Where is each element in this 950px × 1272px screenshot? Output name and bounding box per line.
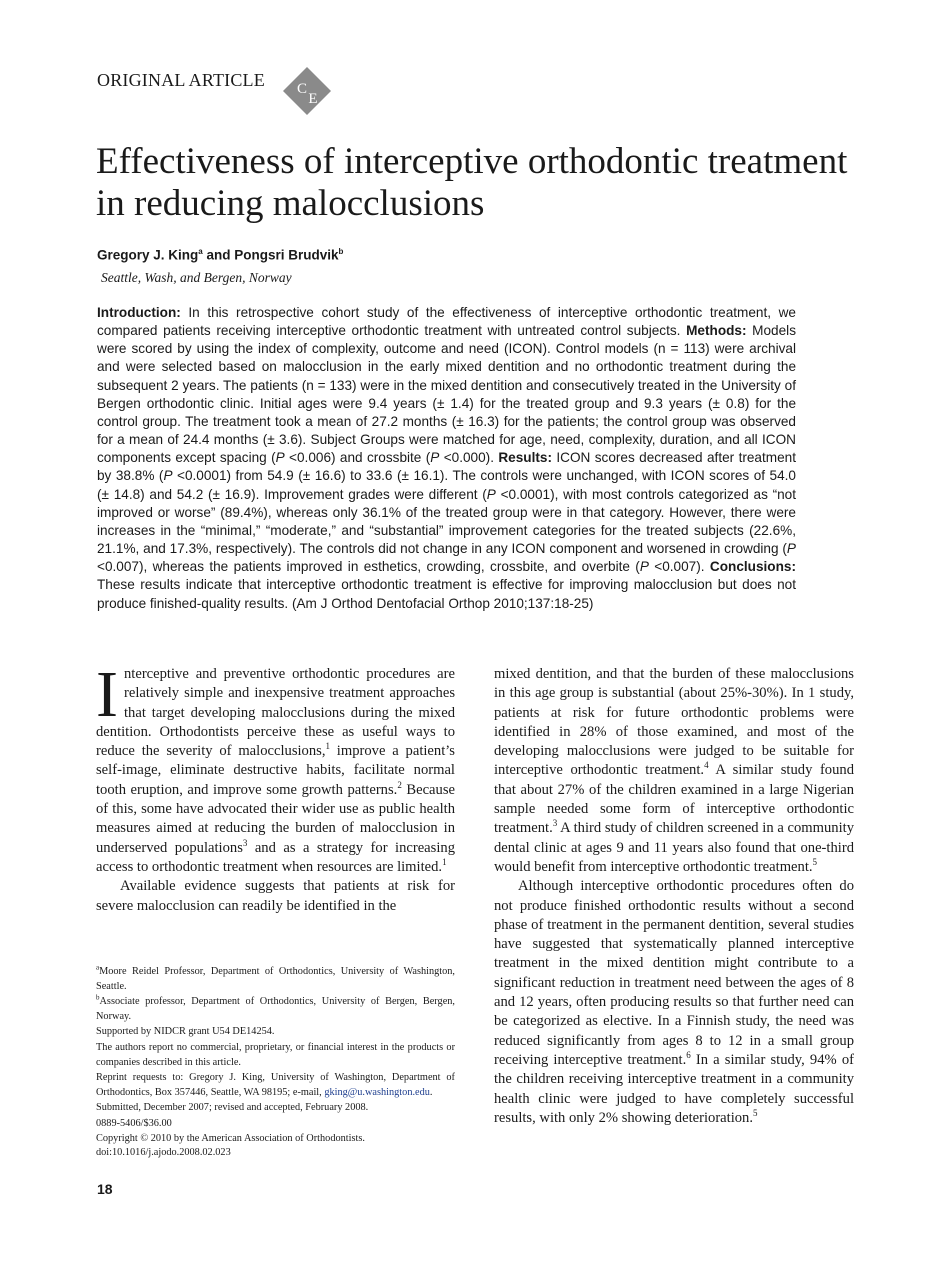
body-paragraph	[96, 658, 455, 877]
footnote-text: Associate professor, Department of Orthodontics, University of Bergen, Bergen, Norway.	[96, 996, 455, 1022]
p-value-symbol: P	[163, 468, 173, 484]
footnote-price: 0889-5406/$36.00	[96, 1117, 172, 1129]
body-text: and as a strategy for increasing access to orthodontic treatment when resources are limited.	[96, 839, 455, 875]
author-2-affil-mark: b	[338, 247, 344, 256]
ce-letter-e: E	[308, 91, 318, 107]
p-value-symbol: P	[786, 541, 796, 557]
footnote-text: Moore Reidel Professor, Department of Orthodontics, University of Washington, Seattle.	[96, 966, 455, 992]
ce-badge-icon	[282, 66, 332, 116]
author-line	[97, 247, 343, 263]
footnote-mark: a	[96, 963, 100, 972]
abstract-methods-text: <0.006) and crossbite (	[284, 450, 431, 466]
body-paragraph	[494, 877, 854, 1128]
email-link[interactable]: gking@u.washington.edu	[324, 1086, 430, 1098]
author-2: Pongsri Brudvik	[234, 247, 339, 263]
footnote-submitted: Submitted, December 2007; revised and accepted, February 2008.	[96, 1102, 369, 1114]
abstract-results-text: <0.007), whereas the patients improved in esthetics, crowding, crossbite, and overbite (	[97, 559, 640, 575]
footnote-text: .	[429, 1086, 433, 1098]
reference-marker: 1	[442, 857, 447, 868]
section-label: ORIGINAL ARTICLE	[97, 70, 265, 90]
reference-marker: 3	[552, 818, 558, 829]
footnote-reprint	[96, 1071, 455, 1100]
reference-marker: 5	[812, 857, 818, 868]
footnotes	[96, 965, 455, 1162]
body-column-left	[96, 658, 455, 916]
footnote-mark: b	[96, 993, 100, 1002]
body-paragraph	[494, 665, 854, 877]
body-paragraph: Available evidence suggests that patients at risk for severe malocclusion can readily be identified in the	[96, 878, 455, 914]
abstract-conclusions-text: These results indicate that interceptive orthodontic treatment is effective for improving malocclusion but does not produce finished-quality results. (Am J Orthod Dentofacial Orthop 2010;137:18-25)	[97, 577, 796, 611]
drop-cap: I	[96, 658, 118, 731]
abstract-results-text: <0.0001), with most controls categorized as “not improved or worse” (89.4%), whereas only 36.1% of the treated group were in that category. However, there were increases in the “minimal,” “moderate,” and “substantial” improvement categories for the treated subjects (22.6%, 21.1%, and 17.3%, respectively). The controls did not change in any ICON component and worsened in crowding (	[97, 486, 797, 557]
author-1: Gregory J. King	[97, 247, 199, 263]
reference-marker: 3	[242, 837, 248, 848]
footnote-affiliation-b	[96, 995, 455, 1024]
abstract-results-label: Results:	[498, 450, 552, 466]
abstract-intro-label: Introduction:	[97, 305, 181, 320]
body-text: improve a patient’s self-image, eliminate destructive habits, facilitate normal tooth eruption, and improve some growth patterns.	[96, 743, 455, 798]
abstract	[97, 304, 796, 613]
body-text: mixed dentition, and that the burden of these malocclusions in this age group is substantial (about 25%-30%). In 1 study, patients at risk for future orthodontic problems were identified in 28% of those examined, and most of the developing malocclusions were judged to be suitable for interceptive orthodontic treatment.	[494, 666, 854, 779]
page-number: 18	[97, 1181, 113, 1197]
footnote-affiliation-a	[96, 965, 455, 994]
footnote-support: Supported by NIDCR grant U54 DE14254.	[96, 1026, 275, 1038]
article-title: Effectiveness of interceptive orthodontic treatment in reducing malocclusions	[96, 141, 848, 224]
abstract-results-text: <0.007).	[648, 559, 710, 575]
p-value-symbol: P	[639, 559, 649, 575]
abstract-results-text: <0.0001) from 54.9 (± 16.6) to 33.6 (± 16.1). The controls were unchanged, with ICON scores of 54.0 (± 14.8) and 54.2 (± 16.9). Improvement grades were different (	[97, 468, 796, 502]
abstract-conclusions-label: Conclusions:	[709, 559, 796, 575]
abstract-methods-text: Models were scored by using the index of complexity, outcome and need (ICON). Control models (n = 113) were archival and were selected based on malocclusion in the early mixed dentition and no orthodontic treatment during the subsequent 2 years. The patients (n = 133) were in the mixed dentition and consecutively treated in the University of Bergen orthodontic clinic. Initial ages were 9.4 years (± 1.4) for the treated group and 9.3 years (± 0.8) for the control group. The treatment took a mean of 27.2 months (± 16.3) for the patients; the control group was observed for a mean of 24.4 months (± 3.6). Subject Groups were matched for age, need, complexity, duration, and all ICON components except spacing (	[97, 323, 796, 466]
body-text: Although interceptive orthodontic procedures often do not produce finished orthodontic results without a second phase of treatment in the permanent dentition, several studies have suggested that systematically planned interceptive treatment in the mixed dentition might contribute to a significant reduction in treatment need between the ages of 8 and 12 years, often producing results so that further need can be categorized as elective. In a Finnish study, the need was reduced significantly from ages 8 to 12 in a small group receiving interceptive treatment.	[494, 878, 854, 1068]
abstract-intro-text: In this retrospective cohort study of the effectiveness of interceptive orthodontic treatment, we compared patients receiving interceptive orthodontic treatment with untreated control subjects.	[97, 305, 796, 339]
abstract-methods-label: Methods:	[686, 323, 747, 339]
reference-marker: 4	[704, 760, 709, 771]
reference-marker: 1	[325, 741, 330, 752]
author-connector: and	[202, 247, 235, 263]
abstract-methods-text: <0.000).	[439, 450, 499, 466]
body-text: nterceptive and preventive orthodontic procedures are relatively simple and inexpensive treatment approaches that target developing malocclusions during the mixed dentition. Orthodontists perceive these as useful ways to reduce the severity of malocclusions,	[96, 666, 455, 760]
body-text: A third study of children screened in a community dental clinic at ages 9 and 11 years also found that one-third would benefit from interceptive orthodontic treatment.	[494, 820, 854, 875]
body-text: A similar study found that about 27% of the children examined in a large Nigerian sample needed some form of interceptive orthodontic treatment.	[494, 762, 854, 837]
p-value-symbol: P	[430, 450, 440, 466]
reference-marker: 6	[686, 1050, 691, 1061]
p-value-symbol: P	[275, 450, 285, 466]
p-value-symbol: P	[486, 486, 496, 502]
footnote-doi[interactable]: doi:10.1016/j.ajodo.2008.02.023	[96, 1147, 231, 1159]
reference-marker: 5	[753, 1107, 758, 1118]
author-location: Seattle, Wash, and Bergen, Norway	[101, 270, 292, 285]
body-text: In a similar study, 94% of the children receiving interceptive treatment in a community health clinic were judged to have completely successful results, with only 2% showing deterioration.	[494, 1051, 854, 1126]
footnote-conflict: The authors report no commercial, proprietary, or financial interest in the products or companies described in this article.	[96, 1041, 455, 1068]
reference-marker: 2	[397, 779, 402, 790]
author-1-affil-mark: a	[198, 247, 203, 256]
footnote-text: Reprint requests to: Gregory J. King, University of Washington, Department of Orthodontics, Box 357446, Seattle, WA 98195; e-mail,	[96, 1072, 455, 1098]
footnote-copyright: Copyright © 2010 by the American Association of Orthodontists.	[96, 1132, 365, 1144]
body-text: Because of this, some have advocated their wider use as public health measures aimed at reducing the burden of malocclusion in underserved populations	[96, 781, 455, 856]
body-column-right	[494, 665, 854, 1128]
abstract-results-text: ICON scores decreased after treatment by 38.8% (	[97, 450, 796, 484]
ce-letter-c: C	[296, 81, 308, 97]
